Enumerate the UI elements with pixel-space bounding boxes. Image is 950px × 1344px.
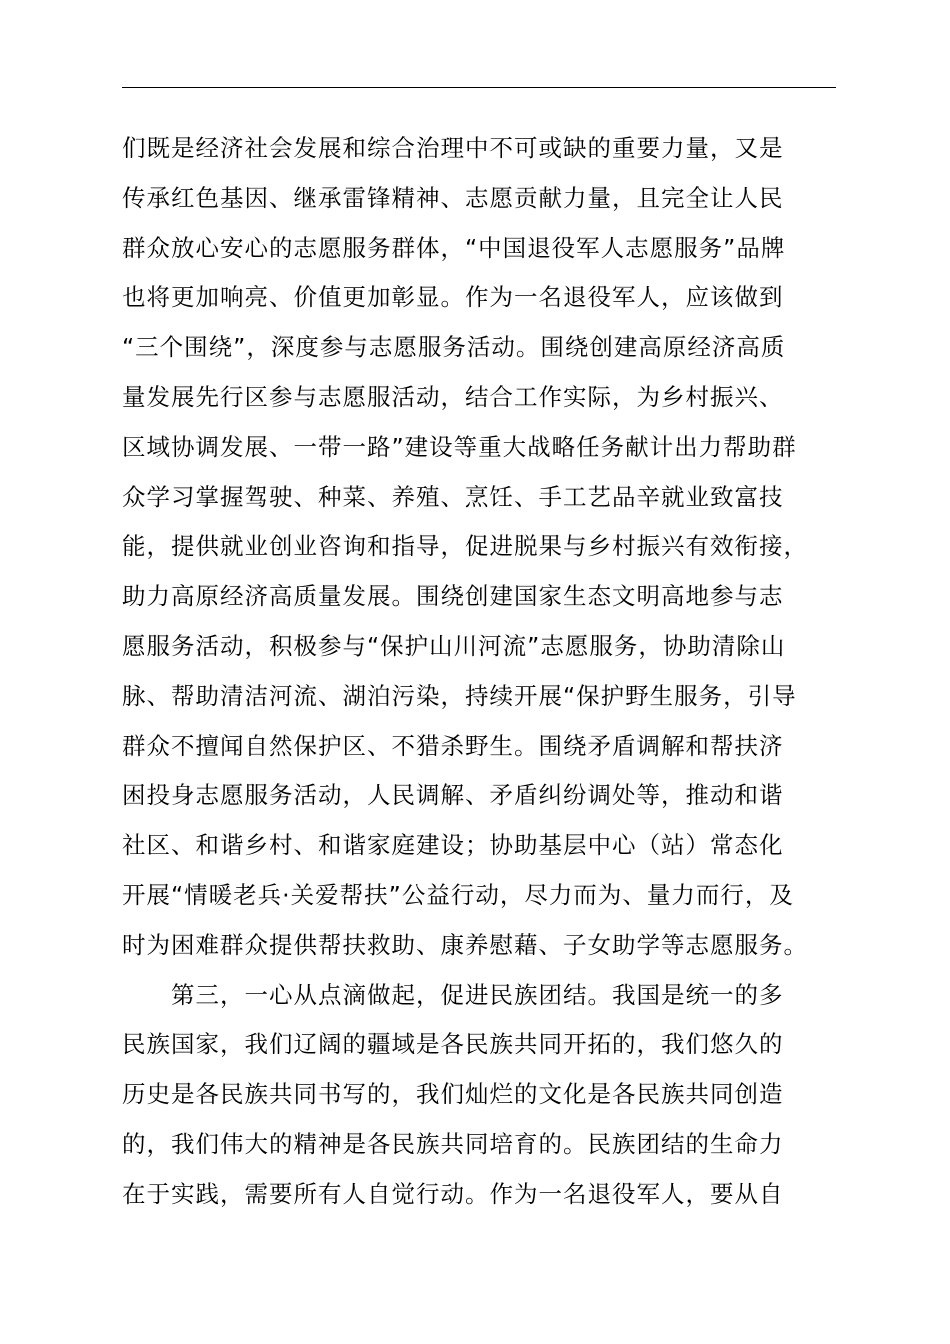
- text-line: 群众放心安心的志愿服务群体，“中国退役军人志愿服务”品牌: [122, 233, 786, 262]
- paragraph-start-line: 第三，一心从点滴做起，促进民族团结。我国是统一的多: [122, 980, 784, 1009]
- text-line: 在于实践，需要所有人自觉行动。作为一名退役军人，要从自: [122, 1179, 784, 1208]
- text-line: 群众不擅闻自然保护区、不猎杀野生。围绕矛盾调解和帮扶济: [122, 731, 784, 760]
- text-line: 历史是各民族共同书写的，我们灿烂的文化是各民族共同创造: [122, 1080, 784, 1109]
- text-line: 量发展先行区参与志愿服活动，结合工作实际，为乡村振兴、: [122, 382, 784, 411]
- text-line: 时为困难群众提供帮扶救助、康养慰藉、子女助学等志愿服务。: [122, 930, 808, 959]
- text-line: 区域协调发展、一带一路”建设等重大战略任务献计出力帮助群: [122, 432, 797, 461]
- text-line: 们既是经济社会发展和综合治理中不可或缺的重要力量，又是: [122, 134, 784, 162]
- text-line: “三个围绕”，深度参与志愿服务活动。围绕创建高原经济高质: [122, 333, 786, 362]
- text-line: 传承红色基因、继承雷锋精神、志愿贡献力量，且完全让人民: [122, 183, 784, 212]
- text-line: 愿服务活动，积极参与“保护山川河流”志愿服务，协助清除山: [122, 631, 786, 660]
- body-text: [122, 124, 882, 1220]
- text-line: 社区、和谐乡村、和谐家庭建设；协助基层中心（站）常态化: [122, 831, 784, 860]
- text-line: 众学习掌握驾驶、种菜、养殖、烹饪、手工艺品辛就业致富技: [122, 482, 784, 511]
- text-line: 能，提供就业创业咨询和指导，促进脱果与乡村振兴有效衔接，: [122, 532, 808, 561]
- text-line: 的，我们伟大的精神是各民族共同培育的。民族团结的生命力: [122, 1129, 784, 1158]
- text-line: 助力高原经济高质量发展。围绕创建国家生态文明高地参与志: [122, 582, 784, 611]
- text-line: 脉、帮助清洁河流、湖泊污染，持续开展“保护野生服务，引导: [122, 681, 797, 710]
- text-line: 也将更加响亮、价值更加彰显。作为一名退役军人，应该做到: [122, 283, 784, 312]
- header-rule: [122, 87, 836, 88]
- text-line: 困投身志愿服务活动，人民调解、矛盾纠纷调处等，推动和谐: [122, 781, 784, 810]
- text-line: 开展“情暖老兵·关爱帮扶”公益行动，尽力而为、量力而行，及: [122, 880, 794, 909]
- text-line: 民族国家，我们辽阔的疆域是各民族共同开拓的，我们悠久的: [122, 1030, 784, 1059]
